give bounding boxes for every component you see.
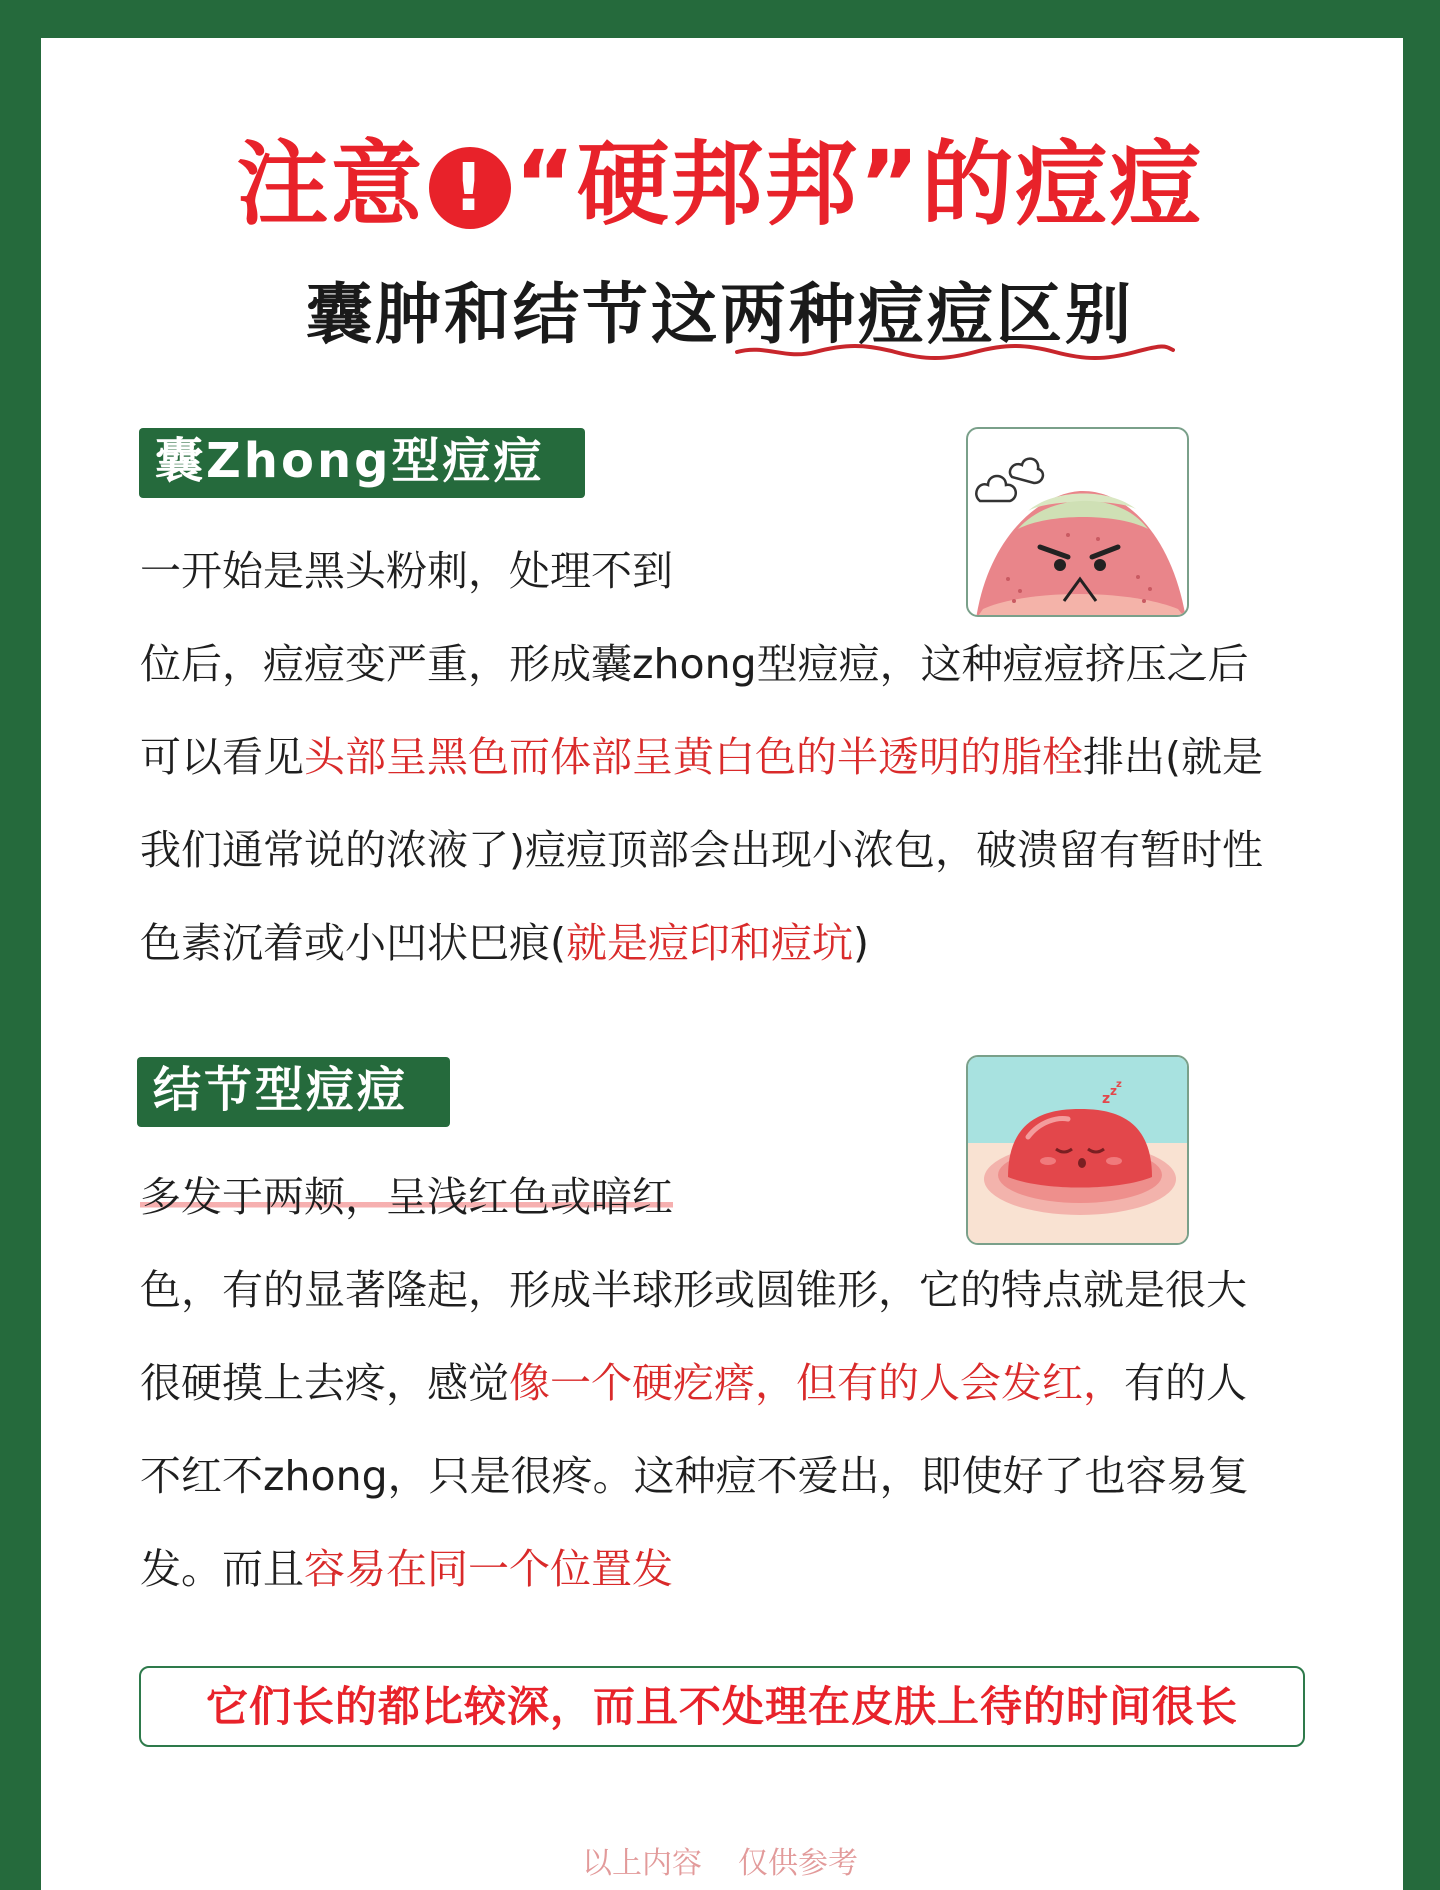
title-part2: “硬邦邦”的痘痘 <box>514 131 1204 238</box>
text-line <box>140 1151 1320 1244</box>
text-line <box>140 1337 1320 1430</box>
underlined-text: 多发于两颊，呈浅红色或暗红 <box>140 1173 673 1221</box>
title-part1: 注意 <box>236 131 425 238</box>
text-line <box>140 618 1320 711</box>
text-line <box>140 1430 1320 1523</box>
bottom-note: 它们长的都比较深，而且不处理在皮肤上待的时间很长 <box>139 1666 1305 1747</box>
text-line <box>140 525 1320 618</box>
svg-text:z: z <box>1116 1079 1122 1090</box>
text-segment: 不红不zhong，只是很疼。这种痘不爱出，即使好了也容易复 <box>140 1452 1249 1500</box>
text-line <box>140 711 1320 804</box>
highlight-text: 像一个硬疙瘩，但有的人会发红， <box>509 1359 1124 1407</box>
text-segment: 我们通常说的浓液了)痘痘顶部会出现小浓包，破溃留有暂时性 <box>140 826 1263 874</box>
subtitle: 囊肿和结节这两种痘痘区别 <box>306 276 1134 353</box>
text-segment: 发。而且 <box>140 1545 304 1593</box>
footer <box>0 1840 1440 1888</box>
text-segment: 很硬摸上去疼，感觉 <box>140 1359 509 1407</box>
text-line <box>140 804 1320 897</box>
section-tag-cystic: 囊Zhong型痘痘 <box>139 428 585 498</box>
text-segment: 可以看见 <box>140 733 304 781</box>
text-segment: 色，有的显著隆起，形成半球形或圆锥形，它的特点就是很大 <box>140 1266 1247 1314</box>
footer-right: 仅供参考 <box>738 1846 858 1881</box>
paragraph-cystic <box>140 525 1320 990</box>
svg-text:z: z <box>1102 1091 1111 1107</box>
highlight-text: 头部呈黑色而体部呈黄白色的半透明的脂栓 <box>304 733 1083 781</box>
paragraph-nodular <box>140 1151 1320 1616</box>
text-segment: ) <box>853 919 869 967</box>
text-segment: 位后，痘痘变严重，形成囊zhong型痘痘，这种痘痘挤压之后 <box>140 640 1249 688</box>
exclamation-icon: ! <box>429 147 511 229</box>
text-segment: 一开始是黑头粉刺，处理不到 <box>140 547 673 595</box>
text-segment: 排出(就是 <box>1083 733 1263 781</box>
text-segment: 色素沉着或小凹状巴痕( <box>140 919 566 967</box>
highlight-text: 就是痘印和痘坑 <box>566 919 853 967</box>
text-line <box>140 897 1320 990</box>
section-tag-nodular: 结节型痘痘 <box>137 1057 450 1127</box>
text-line <box>140 1523 1320 1616</box>
svg-text:z: z <box>1110 1084 1117 1098</box>
highlight-text: 容易在同一个位置发 <box>304 1545 673 1593</box>
text-segment: 有的人 <box>1124 1359 1247 1407</box>
squiggle-underline-icon <box>735 340 1175 364</box>
text-line <box>140 1244 1320 1337</box>
footer-left: 以上内容 <box>582 1846 702 1881</box>
main-title <box>0 130 1440 240</box>
